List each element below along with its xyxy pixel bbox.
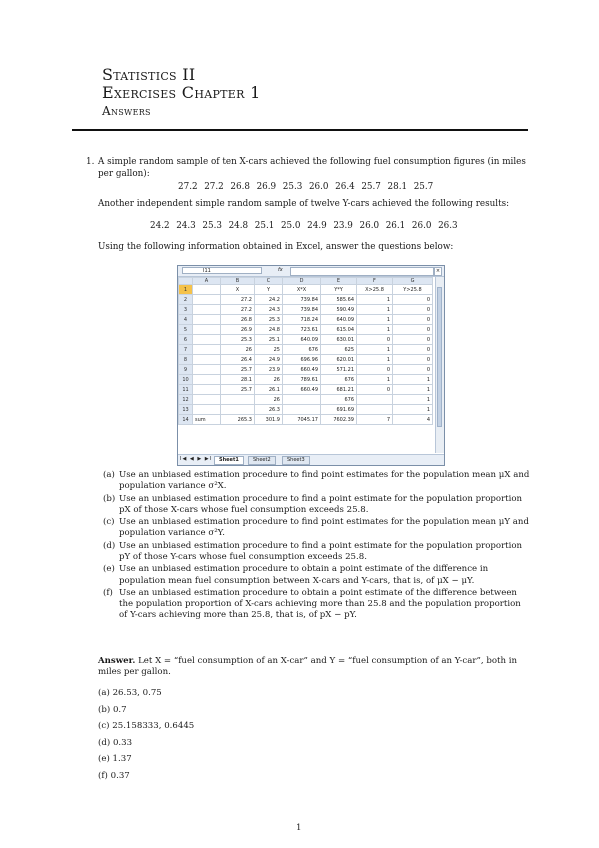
cell[interactable]: 26	[255, 395, 283, 405]
answer-value: 25.158333, 0.6445	[112, 721, 195, 732]
cell[interactable]: 0	[393, 325, 433, 335]
cell[interactable]: 0	[393, 345, 433, 355]
cell[interactable]: sum	[193, 415, 221, 425]
x-value: 26.8	[230, 182, 250, 192]
cell[interactable]: 640.09	[321, 315, 357, 325]
cell[interactable]: 1	[393, 405, 433, 415]
row-header[interactable]: 6	[179, 335, 193, 345]
question-part-label: (d)	[103, 540, 116, 551]
cell[interactable]: 660.49	[283, 365, 321, 375]
course-title: Statistics II	[102, 65, 196, 84]
cell[interactable]	[193, 305, 221, 315]
cell[interactable]: 26.4	[221, 355, 255, 365]
cell[interactable]	[357, 405, 393, 415]
cell[interactable]: 571.21	[321, 365, 357, 375]
cell[interactable]: 739.84	[283, 305, 321, 315]
y-value: 25.1	[254, 221, 275, 231]
cell[interactable]: 301.9	[255, 415, 283, 425]
page-number: 1	[296, 823, 302, 833]
vertical-scrollbar[interactable]	[435, 277, 444, 453]
cell[interactable]	[193, 335, 221, 345]
cell[interactable]	[193, 285, 221, 295]
question-part	[103, 470, 531, 492]
answer-item	[98, 754, 132, 764]
cell[interactable]: 718.24	[283, 315, 321, 325]
column-header[interactable]: E	[321, 278, 357, 285]
name-box[interactable]: I11	[182, 267, 262, 274]
cell[interactable]: X>25.8	[357, 285, 393, 295]
cell[interactable]: 1	[393, 385, 433, 395]
cell[interactable]	[193, 345, 221, 355]
x-value: 25.7	[361, 182, 381, 192]
answer-item	[98, 705, 127, 715]
table-row	[179, 355, 433, 365]
cell[interactable]: 0	[393, 295, 433, 305]
cell[interactable]: 723.61	[283, 325, 321, 335]
column-header[interactable]	[179, 278, 193, 285]
cell[interactable]: 691.69	[321, 405, 357, 415]
cell[interactable]: 1	[357, 345, 393, 355]
question-part-label: (b)	[103, 493, 116, 504]
table-row	[179, 325, 433, 335]
cell[interactable]: Y*Y	[321, 285, 357, 295]
cell[interactable]: 615.04	[321, 325, 357, 335]
row-header[interactable]: 2	[179, 295, 193, 305]
column-header[interactable]: G	[393, 278, 433, 285]
cell[interactable]: 676	[321, 375, 357, 385]
close-icon[interactable]: ×	[435, 268, 441, 274]
row-header[interactable]: 8	[179, 355, 193, 365]
question-part	[103, 541, 531, 563]
cell[interactable]: 590.49	[321, 305, 357, 315]
cell[interactable]: X	[221, 285, 255, 295]
cell[interactable]: 265.3	[221, 415, 255, 425]
table-row	[179, 415, 433, 425]
answer-label: (d)	[98, 737, 111, 748]
cell[interactable]: 26	[221, 345, 255, 355]
table-row	[179, 335, 433, 345]
sheet-tabs-bar	[178, 454, 444, 465]
table-row	[179, 405, 433, 415]
cell[interactable]: 1	[357, 295, 393, 305]
cell[interactable]: 26	[255, 375, 283, 385]
y-value: 24.3	[176, 221, 196, 231]
question-intro-text: A simple random sample of ten X-cars achieved the following fuel consumption figures (in miles per gallon):	[98, 157, 526, 179]
cell[interactable]	[283, 405, 321, 415]
table-row	[179, 385, 433, 395]
cell[interactable]: 26.9	[221, 325, 255, 335]
answer-value: 26.53, 0.75	[112, 688, 162, 698]
row-header[interactable]: 5	[179, 325, 193, 335]
y-value: 24.8	[228, 221, 249, 231]
cell[interactable]: 0	[357, 365, 393, 375]
question-part-text: Use an unbiased estimation procedure to obtain a point estimate of the difference between the population proportion of X-cars achieving more than 25.8 and the population proportion of Y-cars achieving more than 25.8, that is, of pX − pY.	[119, 587, 521, 621]
answer-item	[98, 688, 162, 698]
cell[interactable]: 28.1	[221, 375, 255, 385]
cell[interactable]: 681.21	[321, 385, 357, 395]
y-value: 26.0	[359, 221, 380, 231]
row-header[interactable]: 14	[179, 415, 193, 425]
answer-item	[98, 771, 130, 781]
cell[interactable]: 676	[283, 345, 321, 355]
cell[interactable]: 27.2	[221, 295, 255, 305]
column-header[interactable]: D	[283, 278, 321, 285]
cell[interactable]: 1	[357, 305, 393, 315]
answer-label: (e)	[98, 754, 110, 765]
table-row	[179, 395, 433, 405]
x-value: 26.9	[256, 182, 277, 192]
cell[interactable]: Y	[255, 285, 283, 295]
cell[interactable]: 23.9	[255, 365, 283, 375]
cell[interactable]: 4	[393, 415, 433, 425]
y-value: 26.3	[438, 221, 458, 231]
cell[interactable]: 660.49	[283, 385, 321, 395]
cell[interactable]: 26.3	[255, 405, 283, 415]
table-row	[179, 305, 433, 315]
row-header[interactable]: 12	[179, 395, 193, 405]
question-part-label: (f)	[103, 587, 113, 598]
cell[interactable]: 27.2	[221, 305, 255, 315]
row-header[interactable]: 1	[179, 285, 193, 295]
header-rule	[72, 129, 528, 131]
x-sample-values	[178, 182, 440, 192]
cell[interactable]: 0	[357, 385, 393, 395]
cell[interactable]	[193, 405, 221, 415]
cell[interactable]: 25.3	[221, 335, 255, 345]
column-header[interactable]: A	[193, 278, 221, 285]
tab-sheet3[interactable]: Sheet3	[282, 456, 310, 465]
cell[interactable]: 630.01	[321, 335, 357, 345]
answer-paragraph	[98, 656, 530, 678]
y-value: 26.1	[385, 221, 406, 231]
question-part-label: (c)	[103, 517, 115, 528]
cell[interactable]: 625	[321, 345, 357, 355]
cell[interactable]	[193, 395, 221, 405]
answer-label: (c)	[98, 721, 110, 732]
column-header[interactable]: C	[255, 278, 283, 285]
cell[interactable]: 25.7	[221, 385, 255, 395]
cell[interactable]	[193, 355, 221, 365]
cell[interactable]: 25	[255, 345, 283, 355]
cell[interactable]	[283, 395, 321, 405]
question-part	[103, 564, 531, 586]
formula-input[interactable]	[290, 267, 434, 276]
column-header[interactable]: F	[357, 278, 393, 285]
row-header[interactable]: 13	[179, 405, 193, 415]
question-part-text: Use an unbiased estimation procedure to find a point estimate for the population proportion pX of those X-cars whose fuel consumption exceeds 25.8.	[119, 493, 523, 515]
cell[interactable]: 24.3	[255, 305, 283, 315]
answer-label: (b)	[98, 704, 111, 715]
question-intro	[86, 157, 534, 180]
answer-value: 0.7	[112, 704, 127, 715]
answer-label: (a)	[98, 688, 110, 698]
question-part-text: Use an unbiased estimation procedure to find point estimates for the population mean μX and population variance σ²X.	[119, 470, 530, 492]
cell[interactable]: 0	[393, 315, 433, 325]
y-value: 25.0	[280, 221, 301, 231]
cell[interactable]: 640.09	[283, 335, 321, 345]
cell[interactable]: 1	[393, 395, 433, 405]
tab-sheet2[interactable]: Sheet2	[248, 456, 276, 465]
cell[interactable]: 24.9	[255, 355, 283, 365]
y-value: 23.9	[333, 221, 353, 231]
question-part	[103, 588, 531, 622]
cell[interactable]: 7	[357, 415, 393, 425]
question-mid-text: Another independent simple random sample of twelve Y-cars achieved the following results:	[98, 199, 510, 209]
row-header[interactable]: 11	[179, 385, 193, 395]
cell[interactable]	[193, 295, 221, 305]
cell[interactable]	[221, 405, 255, 415]
cell[interactable]: 7045.17	[283, 415, 321, 425]
cell[interactable]: 1	[393, 375, 433, 385]
answer-value: 0.37	[110, 771, 130, 781]
question-part-text: Use an unbiased estimation procedure to find point estimates for the population mean μY and population variance σ²Y.	[119, 517, 529, 539]
cell[interactable]	[357, 395, 393, 405]
document-header	[102, 66, 261, 119]
question-part-label: (a)	[103, 470, 115, 480]
table-row	[179, 315, 433, 325]
column-header[interactable]: B	[221, 278, 255, 285]
spreadsheet-grid[interactable]	[178, 277, 433, 425]
cell[interactable]: 25.3	[255, 315, 283, 325]
row-header[interactable]: 9	[179, 365, 193, 375]
cell[interactable]: 696.96	[283, 355, 321, 365]
cell[interactable]: 0	[357, 335, 393, 345]
cell[interactable]: 25.1	[255, 335, 283, 345]
cell[interactable]: 676	[321, 395, 357, 405]
cell[interactable]	[193, 375, 221, 385]
excel-note: Using the following information obtained in Excel, answer the questions below:	[98, 242, 454, 252]
x-value: 25.7	[413, 182, 434, 192]
cell[interactable]: X*X	[283, 285, 321, 295]
cell[interactable]: Y>25.8	[393, 285, 433, 295]
question-parts	[103, 470, 531, 623]
cell[interactable]: 24.2	[255, 295, 283, 305]
cell[interactable]: 26.1	[255, 385, 283, 395]
y-value: 25.3	[202, 221, 222, 231]
row-header[interactable]: 7	[179, 345, 193, 355]
cell[interactable]: 26.8	[221, 315, 255, 325]
cell[interactable]	[221, 395, 255, 405]
y-value: 24.9	[307, 221, 327, 231]
cell[interactable]: 1	[357, 375, 393, 385]
answer-label: (f)	[98, 771, 108, 781]
cell[interactable]	[193, 365, 221, 375]
fx-icon: fx	[278, 267, 283, 273]
table-row	[179, 365, 433, 375]
cell[interactable]	[193, 315, 221, 325]
answers-subtitle: Answers	[102, 104, 151, 118]
scroll-thumb[interactable]	[437, 287, 442, 427]
exercise-title: Exercises Chapter 1	[102, 83, 261, 102]
cell[interactable]: 789.61	[283, 375, 321, 385]
cell[interactable]: 1	[357, 355, 393, 365]
cell[interactable]: 1	[357, 315, 393, 325]
x-value: 27.2	[178, 182, 198, 192]
table-row	[179, 285, 433, 295]
cell[interactable]: 1	[357, 325, 393, 335]
question-number: 1.	[86, 157, 95, 167]
cell[interactable]: 0	[393, 365, 433, 375]
excel-spreadsheet[interactable]	[177, 265, 445, 466]
y-sample-values	[150, 221, 464, 231]
x-value: 27.2	[204, 182, 224, 192]
cell[interactable]: 585.64	[321, 295, 357, 305]
cell[interactable]: 739.84	[283, 295, 321, 305]
y-value: 26.0	[411, 221, 432, 231]
cell[interactable]: 24.8	[255, 325, 283, 335]
answer-text: Let X = “fuel consumption of an X-car” and Y = “fuel consumption of an Y-car”, both in miles per gallon.	[98, 656, 517, 678]
cell[interactable]: 0	[393, 355, 433, 365]
sheet-nav-arrows[interactable]: I◀ ◀ ▶ ▶I	[180, 456, 213, 462]
answer-value: 1.37	[112, 754, 132, 765]
row-header[interactable]: 4	[179, 315, 193, 325]
cell[interactable]: 0	[393, 305, 433, 315]
table-row	[179, 345, 433, 355]
answer-value: 0.33	[112, 737, 133, 748]
cell[interactable]	[193, 385, 221, 395]
y-value: 24.2	[150, 221, 170, 231]
answer-lead: Answer.	[98, 656, 136, 666]
question-part-label: (e)	[103, 564, 115, 575]
cell[interactable]: 7602.39	[321, 415, 357, 425]
row-header[interactable]: 10	[179, 375, 193, 385]
table-row	[179, 375, 433, 385]
answer-item	[98, 738, 132, 748]
row-header[interactable]: 3	[179, 305, 193, 315]
question-part-text: Use an unbiased estimation procedure to find a point estimate for the population proportion pY of those Y-cars whose fuel consumption exceeds 25.8.	[119, 540, 523, 562]
question-part	[103, 494, 531, 516]
x-value: 28.1	[387, 182, 408, 192]
tab-sheet1[interactable]: Sheet1	[214, 456, 244, 465]
table-row	[179, 295, 433, 305]
x-value: 26.0	[308, 182, 329, 192]
x-value: 26.4	[335, 182, 355, 192]
formula-bar	[178, 266, 444, 277]
cell[interactable]	[193, 325, 221, 335]
x-value: 25.3	[282, 182, 303, 192]
cell[interactable]: 620.01	[321, 355, 357, 365]
cell[interactable]: 0	[393, 335, 433, 345]
question-part-text: Use an unbiased estimation procedure to obtain a point estimate of the difference in population mean fuel consumption between X-cars and Y-cars, that is, of μX − μY.	[119, 564, 489, 586]
question-part	[103, 517, 531, 539]
cell[interactable]: 25.7	[221, 365, 255, 375]
answer-item	[98, 721, 194, 731]
